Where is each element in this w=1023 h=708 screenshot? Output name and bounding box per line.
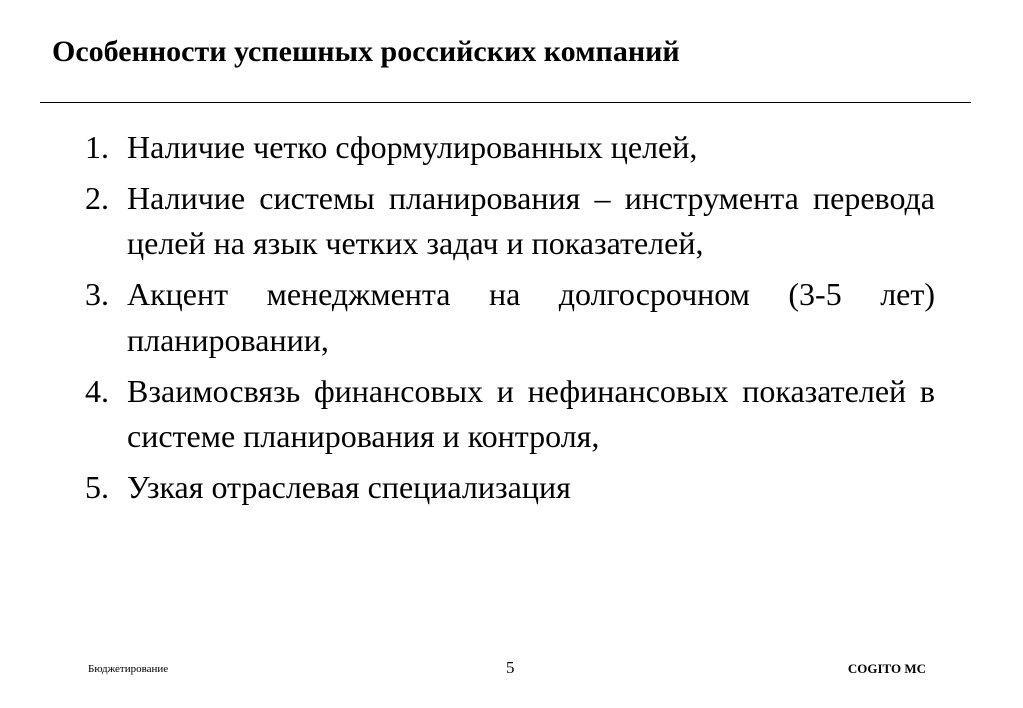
list-item-text: Наличие системы планирования – инструмента перевода целей на язык четких задач и показателей,: [127, 179, 935, 262]
list-item-number: 3.: [85, 276, 109, 313]
list-item: [85, 125, 935, 171]
list-item-text: Узкая отраслевая специализация: [127, 468, 571, 505]
list-item-number: 4.: [85, 372, 109, 409]
slide-title: Особенности успешных российских компаний: [52, 35, 680, 68]
title-divider: [40, 102, 971, 103]
list-item: [85, 465, 935, 511]
feature-list: [85, 125, 935, 516]
list-item-number: 1.: [85, 129, 109, 165]
list-item: [85, 176, 935, 267]
list-item: [85, 369, 935, 460]
list-item-number: 2.: [85, 179, 109, 216]
list-item-text: Акцент менеджмента на долгосрочном (3-5 лет) планировании,: [127, 276, 935, 358]
list-item: [85, 272, 935, 363]
list-item-text: Наличие четко сформулированных целей,: [127, 129, 698, 165]
page-number: 5: [506, 658, 515, 677]
list-item-number: 5.: [85, 468, 109, 505]
footer-brand: COGITO MC: [847, 661, 926, 676]
list-item-text: Взаимосвязь финансовых и нефинансовых показателей в системе планирования и контроля,: [127, 372, 935, 455]
footer-section-label: Бюджетирование: [88, 663, 169, 675]
